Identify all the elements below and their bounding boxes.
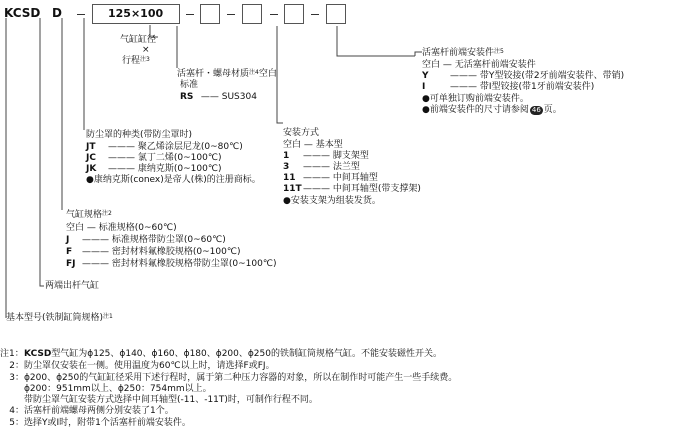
bore-label: 气缸缸径 [120, 35, 157, 45]
boot-title: 防尘罩的种类(带防尘罩时) [86, 130, 193, 140]
rod-end-box [326, 4, 346, 24]
note-3: 3：ϕ200、ϕ250的气缸缸径采用下述行程时，属于第二种压力容器的对象，所以在制作时可能产生一些手续费。 [9, 373, 458, 383]
mounting-row: 11 ——— 中间耳轴型 [283, 173, 378, 183]
spec-row: J ——— 标准规格带防尘罩(0~60℃) [66, 235, 226, 245]
rod-material-row: 标准 [180, 80, 199, 90]
mounting-row: 1 ——— 脚支架型 [283, 151, 369, 161]
mounting-row: 11T——— 中间耳轴型(带支撑架) [283, 184, 421, 194]
note-1: 注1：KCSD型气缸为ϕ125、ϕ140、ϕ160、ϕ180、ϕ200、ϕ250的铁制缸筒规格气缸。不能安装磁性开关。 [0, 349, 442, 359]
rod-material-title: 活塞杆・螺母材质$^{注4}$空白 [177, 69, 277, 79]
spec-row: 空白 — 标准规格(0~60℃) [66, 223, 177, 233]
note-5: 5：选择Y或I时，附带1个活塞杆前端安装件。 [9, 418, 191, 428]
rod-end-bullet: ●可单独订购前端安装件。 [422, 94, 529, 104]
spec-title: 气缸规格$^{注2}$ [66, 210, 112, 220]
boot-row: JT ——— 聚乙烯涂层尼龙(0~80℃) [86, 142, 243, 152]
rod-material-row: RS —— SUS304 [180, 92, 257, 102]
spec-row: F ——— 密封材料氟橡胶规格(0~100℃) [66, 247, 241, 257]
rod-end-bullet: ●前端安装件的尺寸请参阅 46 页。 [422, 105, 562, 115]
bore-cross: × [142, 45, 150, 55]
double-rod-label: 两端出杆气缸 [45, 281, 100, 291]
size-value: 125×100 [108, 7, 164, 20]
boot-bullet: ●康纳克斯(conex)是帝人(株)的注册商标。 [86, 175, 261, 185]
separator-dash [77, 14, 85, 15]
mounting-bullet: ●安装支架为组装发货。 [283, 196, 381, 206]
separator-dash [311, 14, 319, 15]
note-3-line-2: ϕ200：951mm以上、ϕ250：754mm以上。 [24, 384, 212, 394]
series-code: D [52, 6, 62, 20]
mounting-row: 3 ——— 法兰型 [283, 162, 360, 172]
mounting-title: 安装方式 [283, 128, 320, 138]
separator-dash [186, 14, 194, 15]
mounting-row: 空白 — 基本型 [283, 140, 343, 150]
separator-dash [227, 14, 235, 15]
boot-row: JC ——— 氯丁二烯(0~100℃) [86, 153, 222, 163]
rod-end-title: 活塞杆前端安装件$^{注5}$ [422, 48, 504, 58]
page-ref-badge: 46 [531, 106, 541, 114]
spec-row: FJ ——— 密封材料氟橡胶规格带防尘罩(0~100℃) [66, 259, 277, 269]
model-prefix: KCSD [4, 6, 41, 20]
separator-dash [270, 14, 278, 15]
rod-end-row: I ——— 带I型铰接(带1牙前端安装件) [422, 82, 595, 92]
basic-model-label: 基本型号(铁制缸筒规格)$^{注1}$ [6, 313, 113, 323]
note-3-line-3: 带防尘罩气缸安装方式选择中间耳轴型(-11、-11T)时，可制作行程不同。 [24, 395, 318, 405]
mounting-box [242, 4, 262, 24]
stroke-label: 行程$^{注3}$ [122, 56, 150, 66]
note-4: 4：活塞杆前端螺母两侧分别安装了1个。 [9, 406, 174, 416]
rod-end-row: 空白 — 无活塞杆前端安装件 [422, 60, 536, 70]
note-2: 2：防尘罩仅安装在一侧。使用温度为60℃以上时，请选择F或FJ。 [9, 361, 275, 371]
boot-row: JK ——— 康纳克斯(0~100℃) [86, 164, 222, 174]
rod-end-row: Y ——— 带Y型铰接(带2牙前端安装件、带销) [422, 71, 625, 81]
boot-box [284, 4, 304, 24]
rod-material-box [200, 4, 220, 24]
